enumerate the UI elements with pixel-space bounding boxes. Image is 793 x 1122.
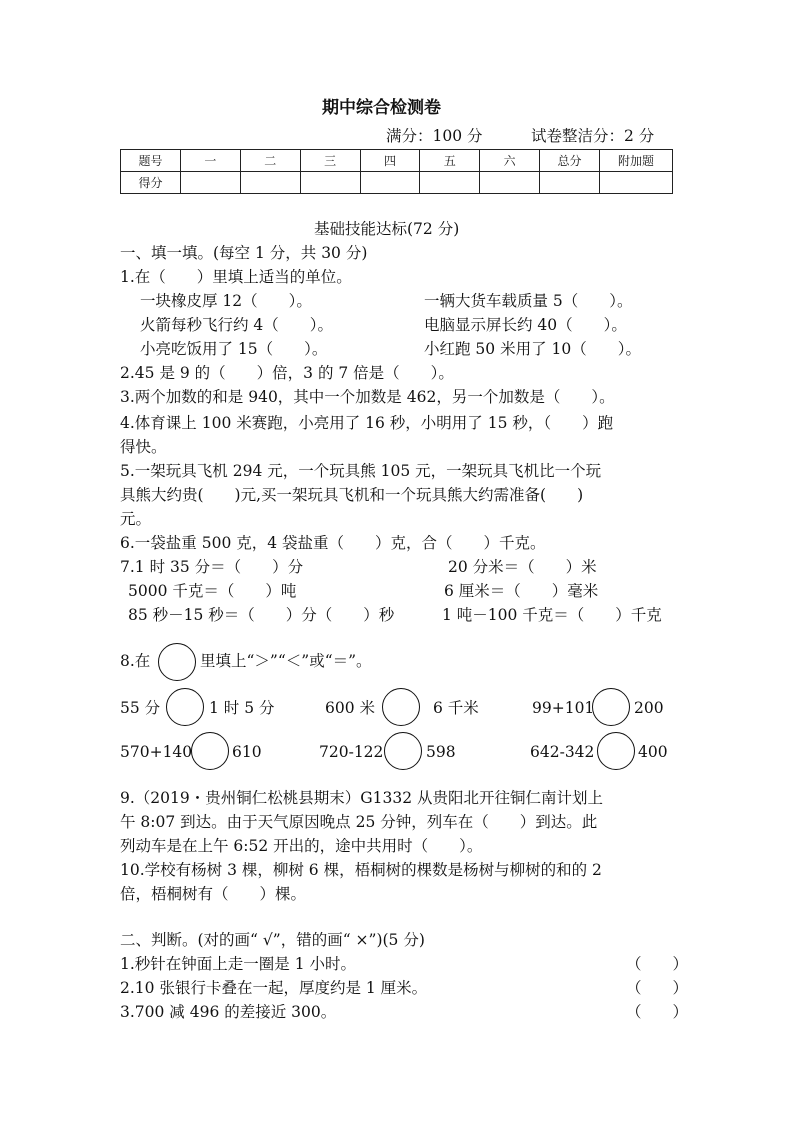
q8-r1-left: 55 分: [120, 699, 161, 717]
compare-circle[interactable]: [384, 732, 422, 770]
question-5-line1: 5.一架玩具飞机 294 元，一个玩具熊 105 元，一架玩具飞机比一个玩: [120, 462, 602, 480]
score-cell[interactable]: [540, 172, 600, 194]
score-cell[interactable]: [600, 172, 673, 194]
question-10-line2: 倍，梧桐树有（ ）棵。: [120, 885, 307, 903]
q1-item-b: 一辆大货车载质量 5（ ）。: [424, 292, 633, 310]
compare-circle[interactable]: [166, 688, 204, 726]
section-title: 基础技能达标(72 分): [314, 220, 460, 238]
q8-r1-right: 1 时 5 分: [209, 699, 275, 717]
neatness-score: 试卷整洁分：2 分: [531, 127, 655, 145]
q8-r1-left: 99+101: [532, 699, 595, 717]
compare-circle[interactable]: [191, 732, 229, 770]
q8-r2-left: 720-122: [319, 743, 384, 761]
judge-item: 1.秒针在钟面上走一圈是 1 小时。: [120, 955, 357, 973]
q1-stem: 1.在（ ）里填上适当的单位。: [120, 268, 352, 286]
q8-r2-left: 642-342: [530, 743, 595, 761]
compare-circle[interactable]: [382, 688, 420, 726]
score-cell[interactable]: [181, 172, 241, 194]
question-4-line2: 得快。: [120, 438, 167, 456]
question-9-line3: 列动车是在上午 6:52 开出的，途中共用时（ ）。: [120, 837, 483, 855]
judge-bracket[interactable]: （ ）: [626, 955, 689, 973]
question-4-line1: 4.体育课上 100 米赛跑，小亮用了 16 秒，小明用了 15 秒，（ ）跑: [120, 414, 614, 432]
score-table-header: 三: [300, 150, 360, 172]
score-table-score-row: [121, 172, 673, 194]
question-9-line2: 午 8:07 到达。由于天气原因晚点 25 分钟，列车在（ ）到达。此: [120, 813, 598, 831]
q7-item-f: 1 吨－100 千克＝（ ）千克: [442, 606, 662, 624]
question-9-line1: 9.（2019・贵州铜仁松桃县期末）G1332 从贵阳北开往铜仁南计划上: [120, 789, 603, 807]
score-table-header: 六: [480, 150, 540, 172]
score-table-header: 五: [420, 150, 480, 172]
q8-stem-pre: 8.在: [120, 652, 151, 670]
score-table-header: 四: [360, 150, 420, 172]
score-cell[interactable]: [360, 172, 420, 194]
question-5-line3: 元。: [120, 510, 152, 528]
score-cell[interactable]: [420, 172, 480, 194]
score-cell[interactable]: [300, 172, 360, 194]
q8-r2-right: 610: [232, 743, 262, 761]
score-table-header-row: [121, 150, 673, 172]
judge-item: 3.700 减 496 的差接近 300。: [120, 1003, 337, 1021]
question-2: 2.45 是 9 的（ ）倍，3 的 7 倍是（ ）。: [120, 364, 454, 382]
q1-item-d: 电脑显示屏长约 40（ ）。: [424, 316, 627, 334]
q7-item-d: 6 厘米＝（ ）毫米: [444, 582, 599, 600]
part1-heading: 一、填一填。(每空 1 分，共 30 分): [120, 244, 368, 262]
judge-item: 2.10 张银行卡叠在一起，厚度约是 1 厘米。: [120, 979, 428, 997]
q1-item-c: 火箭每秒飞行约 4（ ）。: [140, 316, 334, 334]
page-title: 期中综合检测卷: [322, 98, 441, 118]
q1-item-e: 小亮吃饭用了 15（ ）。: [140, 340, 328, 358]
q8-r1-left: 600 米: [325, 699, 376, 717]
score-cell[interactable]: [480, 172, 540, 194]
q8-stem-post: 里填上“＞”“＜”或“＝”。: [200, 652, 372, 670]
judge-bracket[interactable]: （ ）: [626, 1003, 689, 1021]
compare-circle-example: [158, 643, 196, 681]
full-score: 满分：100 分: [386, 127, 483, 145]
question-3: 3.两个加数的和是 940，其中一个加数是 462，另一个加数是（ ）。: [120, 388, 615, 406]
score-table-header: 二: [240, 150, 300, 172]
question-5-line2: 具熊大约贵( )元,买一架玩具飞机和一个玩具熊大约需准备( ): [120, 486, 584, 504]
score-table-header: 附加题: [600, 150, 673, 172]
judge-bracket[interactable]: （ ）: [626, 979, 689, 997]
compare-circle[interactable]: [592, 688, 630, 726]
score-row-label: 得分: [121, 172, 181, 194]
q8-r2-right: 598: [426, 743, 456, 761]
score-table-header: 题号: [121, 150, 181, 172]
score-table-header: 总分: [540, 150, 600, 172]
compare-circle[interactable]: [597, 732, 635, 770]
q1-item-a: 一块橡皮厚 12（ ）。: [140, 292, 312, 310]
q7-item-e: 85 秒－15 秒＝（ ）分（ ）秒: [128, 606, 395, 624]
score-table-header: 一: [181, 150, 241, 172]
q8-r2-right: 400: [638, 743, 668, 761]
q8-r1-right: 200: [634, 699, 664, 717]
part2-heading: 二、判断。(对的画“ √”，错的画“ ×”)(5 分): [120, 931, 425, 949]
q8-r1-right: 6 千米: [433, 699, 479, 717]
q7-item-a: 7.1 时 35 分＝（ ）分: [120, 558, 304, 576]
question-6: 6.一袋盐重 500 克，4 袋盐重（ ）克，合（ ）千克。: [120, 534, 546, 552]
q8-r2-left: 570+140: [120, 743, 193, 761]
question-10-line1: 10.学校有杨树 3 棵，柳树 6 棵，梧桐树的棵数是杨树与柳树的和的 2: [120, 861, 602, 879]
score-cell[interactable]: [240, 172, 300, 194]
q1-item-f: 小红跑 50 米用了 10（ ）。: [424, 340, 641, 358]
score-table: [120, 149, 673, 194]
q7-item-b: 20 分米＝（ ）米: [448, 558, 597, 576]
q7-item-c: 5000 千克＝（ ）吨: [128, 582, 297, 600]
